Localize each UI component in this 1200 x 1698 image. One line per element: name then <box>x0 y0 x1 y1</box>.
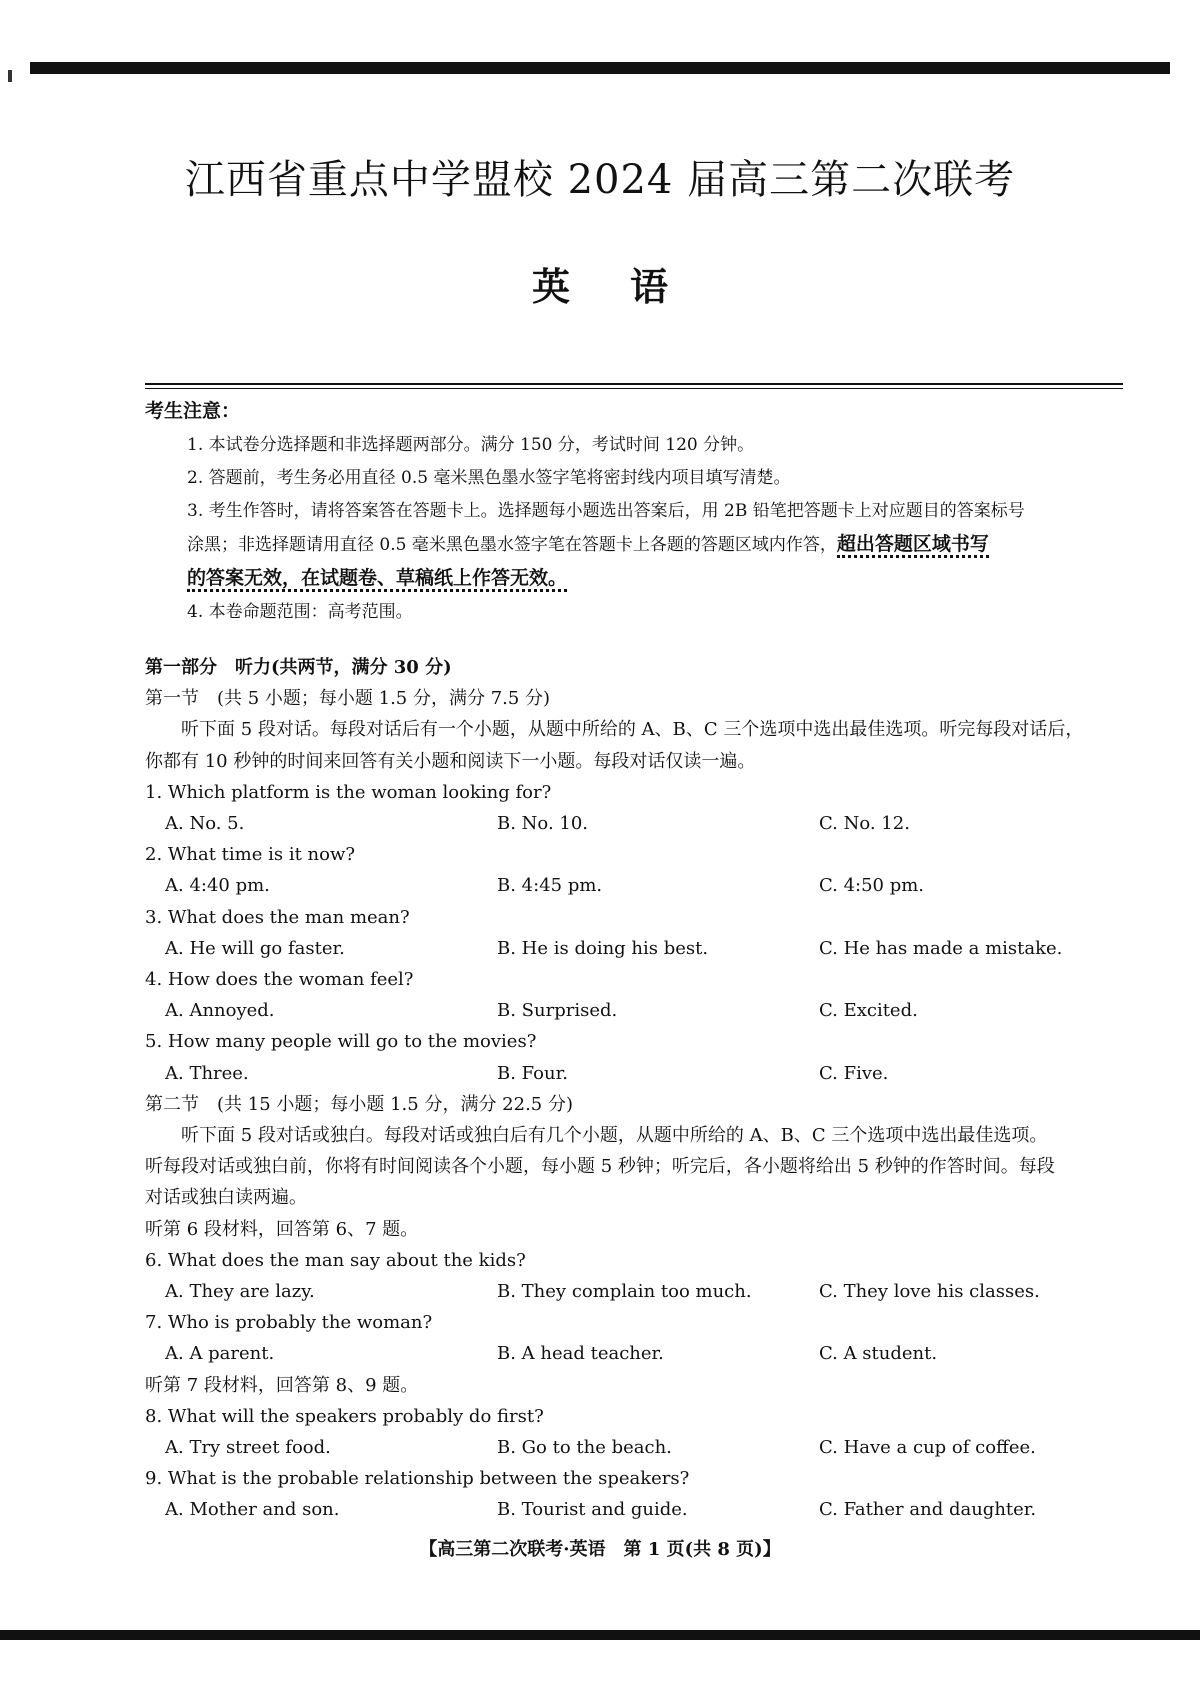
section2-instruction-1: 听下面 5 段对话或独白。每段对话或独白后有几个小题，从题中所给的 A、B、C 三个选项中选出最佳选项。 <box>181 1125 1048 1147</box>
option-c: C. Five. <box>819 1062 889 1084</box>
page-footer: 【高三第二次联考·英语 第 1 页(共 8 页)】 <box>419 1539 781 1560</box>
option-b: B. He is doing his best. <box>497 937 709 959</box>
option-c: C. Excited. <box>819 1000 918 1022</box>
section1-instruction-1: 听下面 5 段对话。每段对话后有一个小题，从题中所给的 A、B、C 三个选项中选出最佳选项。听完每段对话后， <box>181 719 1084 741</box>
scan-mark <box>8 70 12 82</box>
option-b: B. 4:45 pm. <box>497 875 603 897</box>
question-4-options <box>145 995 1125 1026</box>
section1-instruction-2: 你都有 10 秒钟的时间来回答有关小题和阅读下一小题。每段对话仅读一遍。 <box>145 750 756 772</box>
option-c: C. A student. <box>819 1343 938 1365</box>
exam-subject: 英语 <box>531 264 728 309</box>
question-2-options <box>145 870 1125 901</box>
option-a: A. He will go faster. <box>165 937 345 959</box>
option-c: C. Have a cup of coffee. <box>819 1437 1036 1459</box>
exam-title: 江西省重点中学盟校 2024 届高三第二次联考 <box>184 157 1016 203</box>
note-item-3-cont2 <box>145 562 1125 596</box>
divider-thin <box>145 388 1123 389</box>
material-7-heading: 听第 7 段材料，回答第 8、9 题。 <box>145 1374 419 1396</box>
part1-heading: 第一部分 听力(共两节，满分 30 分) <box>145 657 452 678</box>
question-4: 4. How does the woman feel? <box>145 969 414 991</box>
option-c: C. 4:50 pm. <box>819 875 925 897</box>
question-1: 1. Which platform is the woman looking for? <box>145 781 552 803</box>
question-6: 6. What does the man say about the kids? <box>145 1249 526 1271</box>
question-7-options <box>145 1338 1125 1369</box>
note-item-3-emphasis-b: 的答案无效，在试题卷、草稿纸上作答无效。 <box>187 567 567 592</box>
top-border-bar <box>30 62 1170 74</box>
note-item-4: 4. 本卷命题范围：高考范围。 <box>187 602 413 622</box>
option-a: A. 4:40 pm. <box>165 875 270 897</box>
section1-heading: 第一节 (共 5 小题；每小题 1.5 分，满分 7.5 分) <box>145 688 551 710</box>
option-b: B. They complain too much. <box>497 1281 752 1303</box>
option-a: A. Annoyed. <box>165 1000 275 1022</box>
note-item-1: 1. 本试卷分选择题和非选择题两部分。满分 150 分，考试时间 120 分钟。 <box>187 435 755 455</box>
question-5: 5. How many people will go to the movies? <box>145 1031 537 1053</box>
notes-heading: 考生注意： <box>145 400 241 422</box>
question-2: 2. What time is it now? <box>145 844 356 866</box>
option-a: A. Mother and son. <box>165 1499 340 1521</box>
section2-heading: 第二节 (共 15 小题；每小题 1.5 分，满分 22.5 分) <box>145 1093 573 1115</box>
note-item-3-text-b: 涂黑；非选择题请用直径 0.5 毫米黑色墨水签字笔在答题卡上各题的答题区域内作答， <box>187 535 837 555</box>
question-1-options <box>145 808 1125 839</box>
candidate-notes <box>145 396 1125 629</box>
question-9: 9. What is the probable relationship between the speakers? <box>145 1468 690 1490</box>
section2-instruction-2: 听每段对话或独白前，你将有时间阅读各个小题，每小题 5 秒钟；听完后，各小题将给出 5 秒钟的作答时间。每段 <box>145 1156 1055 1178</box>
note-item-2: 2. 答题前，考生务必用直径 0.5 毫米黑色墨水签字笔将密封线内项目填写清楚。 <box>187 468 791 488</box>
option-b: B. Go to the beach. <box>497 1437 672 1459</box>
option-b: B. Tourist and guide. <box>497 1499 688 1521</box>
option-b: B. No. 10. <box>497 813 589 835</box>
question-7: 7. Who is probably the woman? <box>145 1312 433 1334</box>
option-a: A. Three. <box>165 1062 249 1084</box>
divider-thick <box>145 383 1123 385</box>
option-a: A. They are lazy. <box>165 1281 315 1303</box>
bottom-border-bar <box>0 1630 1200 1640</box>
question-8: 8. What will the speakers probably do first? <box>145 1405 544 1427</box>
option-c: C. No. 12. <box>819 813 910 835</box>
question-8-options <box>145 1432 1125 1463</box>
note-item-3-cont <box>145 528 1125 562</box>
note-item-3 <box>145 495 1125 528</box>
option-c: C. They love his classes. <box>819 1281 1040 1303</box>
section2-instruction-3: 对话或独白读两遍。 <box>145 1187 307 1209</box>
option-c: C. He has made a mistake. <box>819 937 1063 959</box>
listening-section <box>145 652 1125 1526</box>
option-a: A. A parent. <box>165 1343 275 1365</box>
question-9-options <box>145 1494 1125 1525</box>
option-b: B. Surprised. <box>497 1000 618 1022</box>
question-3: 3. What does the man mean? <box>145 906 410 928</box>
question-3-options <box>145 933 1125 964</box>
option-c: C. Father and daughter. <box>819 1499 1037 1521</box>
note-item-3-emphasis-a: 超出答题区域书写 <box>837 533 989 558</box>
option-a: A. Try street food. <box>165 1437 331 1459</box>
note-item-3-text-a: 3. 考生作答时，请将答案答在答题卡上。选择题每小题选出答案后，用 2B 铅笔把答题卡上对应题目的答案标号 <box>187 501 1025 521</box>
option-b: B. A head teacher. <box>497 1343 664 1365</box>
option-a: A. No. 5. <box>165 813 245 835</box>
question-6-options <box>145 1276 1125 1307</box>
material-6-heading: 听第 6 段材料，回答第 6、7 题。 <box>145 1218 419 1240</box>
question-5-options <box>145 1058 1125 1089</box>
option-b: B. Four. <box>497 1062 568 1084</box>
